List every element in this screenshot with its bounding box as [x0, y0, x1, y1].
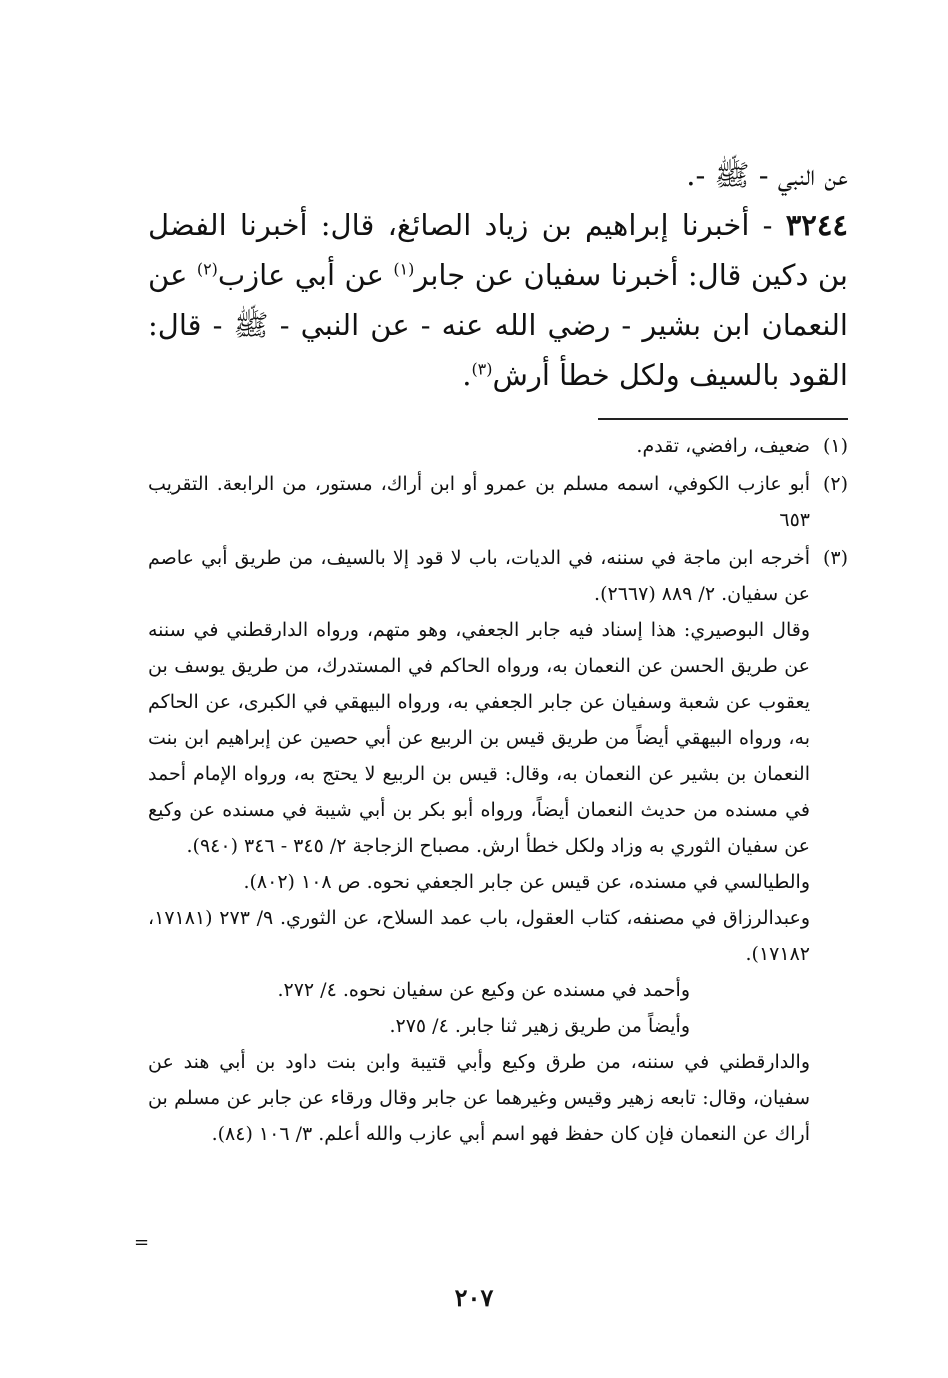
hadith-paragraph: [148, 200, 848, 400]
page-number: ٢٠٧: [454, 1283, 494, 1312]
footnote-text: ضعيف، رافضي، تقدم.: [636, 435, 810, 457]
footnote-1: [148, 428, 848, 464]
footnote-paragraph: وأحمد في مسنده عن وكيع عن سفيان نحوه. ٤/ ٢٧٢.: [277, 979, 690, 1001]
continuation-mark: =: [134, 1232, 150, 1253]
footnote-ref-2: (٢): [196, 259, 218, 279]
footnote-paragraph: وقال البوصيري: هذا إسناد فيه جابر الجعفي، وهو متهم، ورواه الدارقطني في سننه عن طريق الحسن عن النعمان به، ورواه الحاكم في المستدرك، من طريق يوسف بن يعقوب عن شعبة وسفيان عن جابر الجعفي به، ورواه البيهقي في الكبرى، عن الحاكم به، ورواه البيهقي أيضاً من طريق قيس بن الربيع عن أبي حصين عن إبراهيم ابن بنت النعمان بن بشير عن النعمان به، وقال: قيس بن الربيع لا يحتج به، ورواه الإمام أحمد في مسنده من حديث النعمان أيضاً، ورواه أبو بكر بن أبي شيبة في مسنده عن وكيع عن سفيان الثوري به وزاد ولكل خطأ ارش. مصباح الزجاجة ٢/ ٣٤٥ - ٣٤٦ (٩٤٠).: [148, 619, 810, 857]
hadith-text-part3: عن النعمان ابن بشير - رضي الله عنه - عن النبي - ﷺ - قال: القود بالسيف ولكل خطأ أرش: [148, 258, 848, 392]
footnote-paragraph: وأيضاً من طريق زهير ثنا جابر. ٤/ ٢٧٥.: [389, 1015, 690, 1037]
footnote-text: أبو عازب الكوفي، اسمه مسلم بن عمرو أو ابن أراك، مستور، من الرابعة. التقريب ٦٥٣: [148, 473, 810, 531]
hadith-text-end: .: [462, 358, 472, 392]
footnote-number: (٣): [822, 547, 848, 569]
footnote-ref-1: (١): [393, 259, 415, 279]
footnote-number: (١): [822, 435, 848, 457]
footnote-paragraph: والدارقطني في سننه، من طرق وكيع وأبي قتيبة وابن بنت داود بن أبي هند عن سفيان، وقال: تابعه زهير وقيس وغيرهما عن جابر وقال ورقاء عن جابر عن مسلم بن أراك عن النعمان فإن كان حفظ فهو اسم أبي عازب والله أعلم. ٣/ ١٠٦ (٨٤).: [148, 1051, 810, 1145]
hadith-text-part2: عن أبي عازب: [217, 258, 394, 292]
footnote-number: (٢): [822, 473, 848, 495]
intro-line: عن النبي - ﷺ -.: [686, 158, 848, 192]
footnote-ref-3: (٣): [471, 359, 493, 379]
footnote-paragraph: وعبدالرزاق في مصنفه، كتاب العقول، باب عمد السلاح، عن الثوري. ٩/ ٢٧٣ (١٧١٨١، ١٧١٨٢).: [148, 907, 811, 965]
footnote-2: [148, 466, 848, 538]
footnote-paragraph: أخرجه ابن ماجة في سننه، في الديات، باب لا قود إلا بالسيف، من طريق أبي عاصم عن سفيان. ٢/ ٨٨٩ (٢٦٦٧).: [148, 547, 810, 605]
footnote-paragraph: والطيالسي في مسنده، عن قيس عن جابر الجعفي نحوه. ص ١٠٨ (٨٠٢).: [243, 871, 810, 893]
footnote-separator: [598, 418, 848, 420]
footnotes: [148, 428, 848, 1154]
hadith-number: ٣٢٤٤: [785, 208, 849, 242]
main-text: [148, 150, 848, 400]
hadith-text-part1: - أخبرنا إبراهيم بن زياد الصائغ، قال: أخبرنا الفضل بن دكين قال: أخبرنا سفيان عن جابر: [148, 208, 848, 292]
footnote-3: [148, 540, 848, 1152]
